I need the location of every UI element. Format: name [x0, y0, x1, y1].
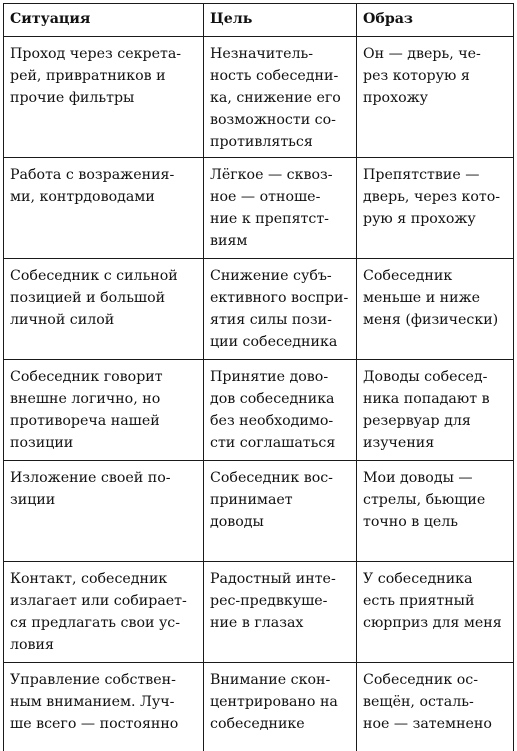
cell-goal [204, 158, 357, 259]
cell-text: Лёгкое — сквоз- ное — отноше- ние к препятст- виям [210, 167, 333, 249]
cell-text: Собеседник ос- вещён, осталь- ное — затемнено [363, 672, 492, 732]
cell-text: Внимание скон- центрировано на собеседнике [210, 672, 338, 732]
cell-situation [4, 562, 204, 663]
cell-image [357, 663, 514, 751]
cell-text: Собеседник говорит внешне логично, но противоречa нашей позиции [10, 369, 163, 451]
cell-situation [4, 461, 204, 562]
cell-image [357, 461, 514, 562]
cell-text: Работа с возражения- ми, контрдоводами [10, 167, 175, 205]
table-row [4, 360, 514, 461]
cell-text: Принятие дово- дов собеседника без необходимо- сти соглашаться [210, 369, 336, 451]
cell-text: Мои доводы — стрелы, бьющие точно в цель [363, 470, 486, 530]
cell-goal [204, 259, 357, 360]
cell-image [357, 37, 514, 158]
cell-text: Управление собствен- ным вниманием. Луч- ше всего — постоянно [10, 672, 179, 732]
cell-image [357, 158, 514, 259]
header-image: Образ [357, 4, 514, 37]
cell-situation [4, 259, 204, 360]
cell-text: Доводы собесед- ника попадают в резервуар для изучения [363, 369, 490, 451]
cell-situation [4, 360, 204, 461]
table-header-row [4, 4, 514, 37]
table-row [4, 37, 514, 158]
table-row [4, 663, 514, 751]
cell-goal [204, 461, 357, 562]
cell-situation [4, 37, 204, 158]
table-row [4, 562, 514, 663]
cell-goal [204, 37, 357, 158]
cell-image [357, 259, 514, 360]
header-goal: Цель [204, 4, 357, 37]
cell-situation [4, 158, 204, 259]
cell-text: Собеседник меньше и ниже меня (физически) [363, 268, 499, 328]
cell-goal [204, 562, 357, 663]
cell-image [357, 562, 514, 663]
cell-text: Незначитель- ность собеседни- ка, снижение его возможности со- противляться [210, 46, 341, 150]
table-row [4, 461, 514, 562]
cell-text: Радостный инте- рес-предвкуше- ние в глазах [210, 571, 336, 631]
cell-goal [204, 663, 357, 751]
cell-text: У собеседника есть приятный сюрприз для меня [363, 571, 502, 631]
cell-text: Собеседник с сильной позицией и большой личной силой [10, 268, 178, 328]
cell-text: Изложение своей по- зиции [10, 470, 171, 508]
cell-goal [204, 360, 357, 461]
cell-text: Снижение субъ- ективного воспри- ятия силы пози- ции собеседника [210, 268, 349, 350]
cell-image [357, 360, 514, 461]
situation-goal-image-table [3, 3, 514, 751]
cell-text: Собеседник вос- принимает доводы [210, 470, 333, 530]
cell-text: Он — дверь, че- рез которую я прохожу [363, 46, 481, 106]
cell-text: Контакт, собеседник излагает или собирает- ся предлагать свои ус- ловия [10, 571, 187, 653]
cell-text: Препятствие — дверь, через кото- рую я прохожу [363, 167, 501, 227]
table-row [4, 259, 514, 360]
header-situation: Ситуация [4, 4, 204, 37]
cell-text: Проход через секрета- рей, привратников и прочие фильтры [10, 46, 182, 106]
table-row [4, 158, 514, 259]
cell-situation [4, 663, 204, 751]
